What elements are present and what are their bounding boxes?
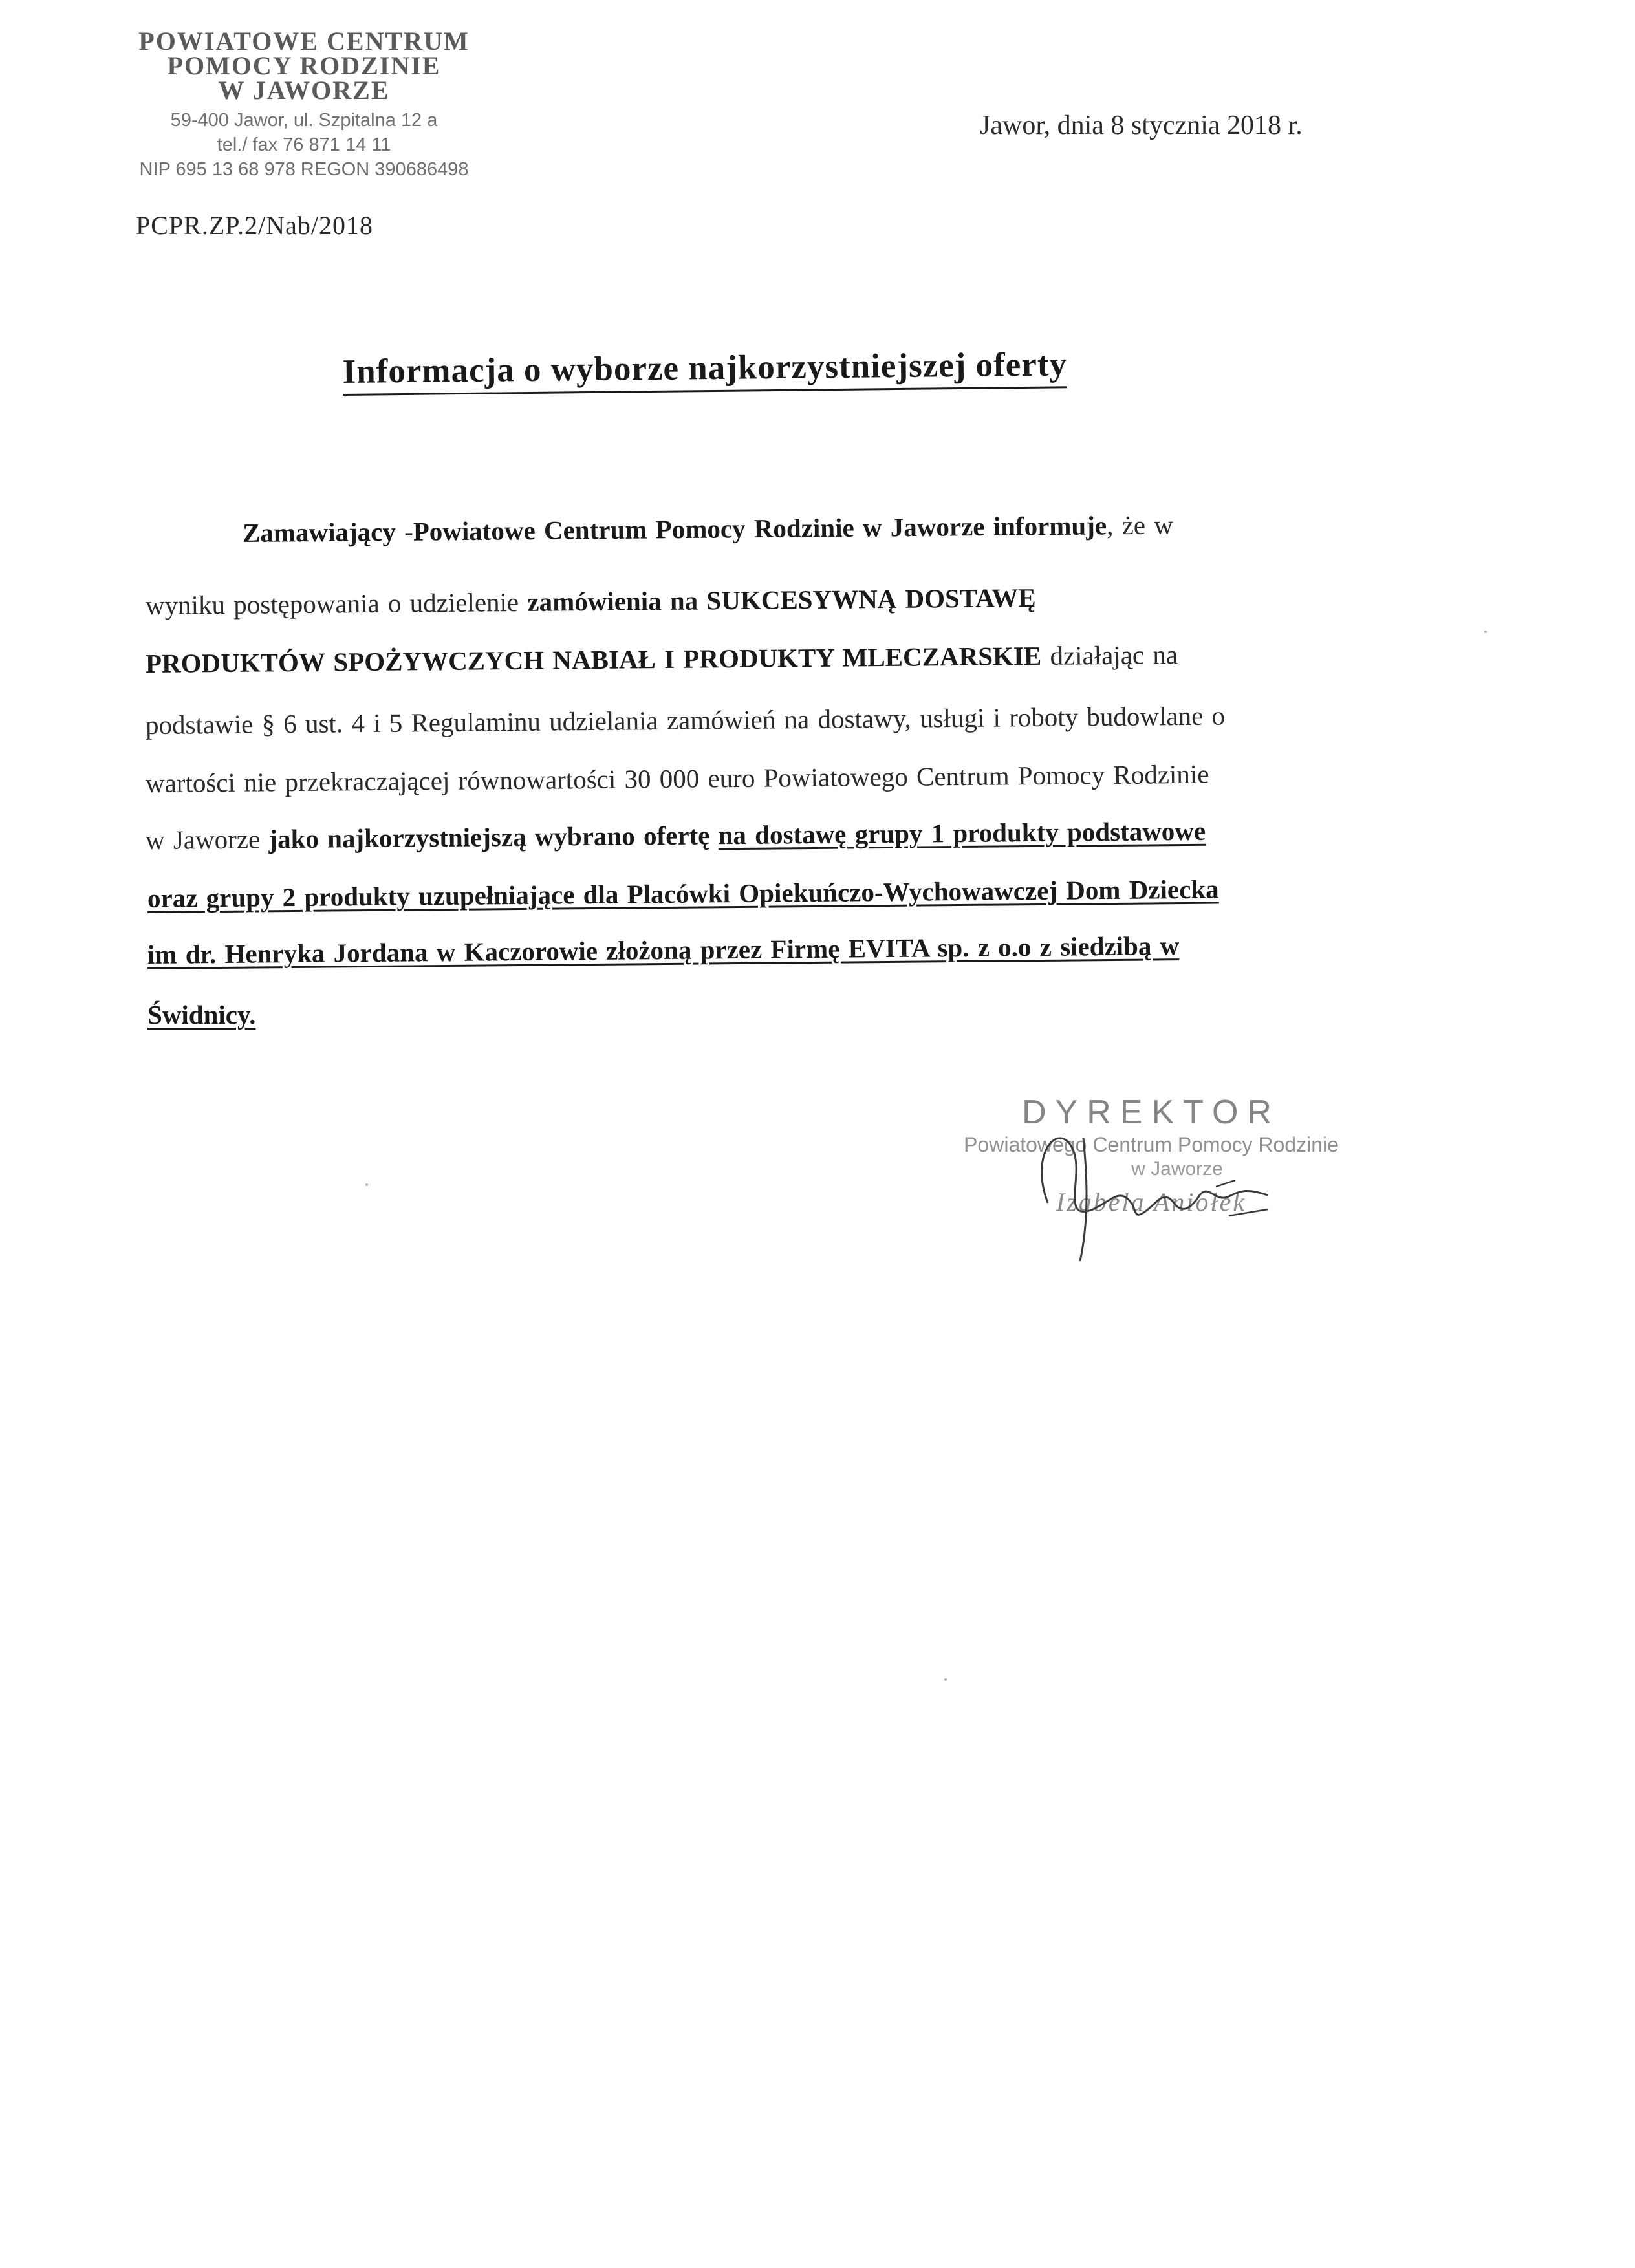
signature-role: DYREKTOR: [1022, 1094, 1281, 1131]
body-text: jako najkorzystniejszą wybrano ofertę: [268, 820, 710, 854]
body-line-6: [146, 815, 1206, 856]
org-name-line-3: W JAWORZE: [218, 76, 390, 105]
body-line-7: [147, 874, 1219, 914]
body-text: oraz grupy 2 produkty uzupełniające dla Placówki Opiekuńczo-Wychowawczej Dom Dziecka: [147, 874, 1219, 913]
body-line-8: [147, 930, 1180, 970]
body-text: zamówienia na: [527, 585, 698, 617]
org-address: 59-400 Jawor, ul. Szpitalna 12 a: [170, 110, 438, 131]
body-line-5: [146, 759, 1209, 799]
handwritten-signature-icon: [1022, 1112, 1294, 1280]
signature-name: Izabela Aniołek: [1056, 1187, 1247, 1216]
org-ids: NIP 695 13 68 978 REGON 390686498: [139, 159, 469, 180]
body-text: Zamawiający -Powiatowe Centrum Pomocy Rodzinie w Jaworze informuje: [242, 510, 1107, 548]
body-text: wartości nie przekraczającej równowartości 30 000 euro Powiatowego Centrum Pomocy Rodzinie: [145, 759, 1209, 798]
document-date: Jawor, dnia 8 stycznia 2018 r.: [980, 111, 1303, 140]
body-line-3: [146, 639, 1178, 679]
body-line-4: [146, 700, 1225, 740]
body-text: w Jaworze: [145, 824, 269, 855]
body-text: działając na: [1041, 640, 1178, 671]
scan-speck: [1484, 631, 1487, 633]
reference-number: PCPR.ZP.2/Nab/2018: [136, 211, 373, 240]
body-text: PRODUKTÓW SPOŻYWCZYCH NABIAŁ I PRODUKTY MLECZARSKIE: [145, 640, 1042, 678]
org-name-line-1: POWIATOWE CENTRUM: [138, 27, 470, 56]
body-text: im dr. Henryka Jordana w Kaczorowie złożoną przez Firmę EVITA sp. z o.o z siedzibą w: [147, 931, 1180, 969]
document-title: Informacja o wyborze najkorzystniejszej oferty: [342, 345, 1067, 396]
organization-stamp: [97, 29, 511, 182]
body-text: , że w: [1106, 510, 1174, 541]
body-line-9: [147, 999, 255, 1030]
org-phone: tel./ fax 76 871 14 11: [217, 135, 391, 155]
signature-city: w Jaworze: [1131, 1158, 1223, 1180]
org-name-line-2: POMOCY RODZINIE: [167, 51, 441, 80]
scan-speck: [365, 1183, 368, 1186]
body-text: Świdnicy.: [147, 1000, 256, 1030]
body-line-2: [146, 582, 1036, 621]
signature-institution: Powiatowego Centrum Pomocy Rodzinie: [964, 1133, 1339, 1156]
body-text: podstawie § 6 ust. 4 i 5 Regulaminu udzielania zamówień na dostawy, usługi i roboty budowlane o: [145, 700, 1226, 740]
body-text: na dostawę grupy 1 produkty podstawowe: [718, 815, 1206, 850]
scan-speck: [944, 1678, 947, 1681]
body-text: SUKCESYWNĄ DOSTAWĘ: [697, 582, 1036, 616]
body-text: [709, 820, 719, 850]
body-text: wyniku postępowania o udzielenie: [145, 587, 528, 620]
body-line-1: [243, 509, 1173, 548]
